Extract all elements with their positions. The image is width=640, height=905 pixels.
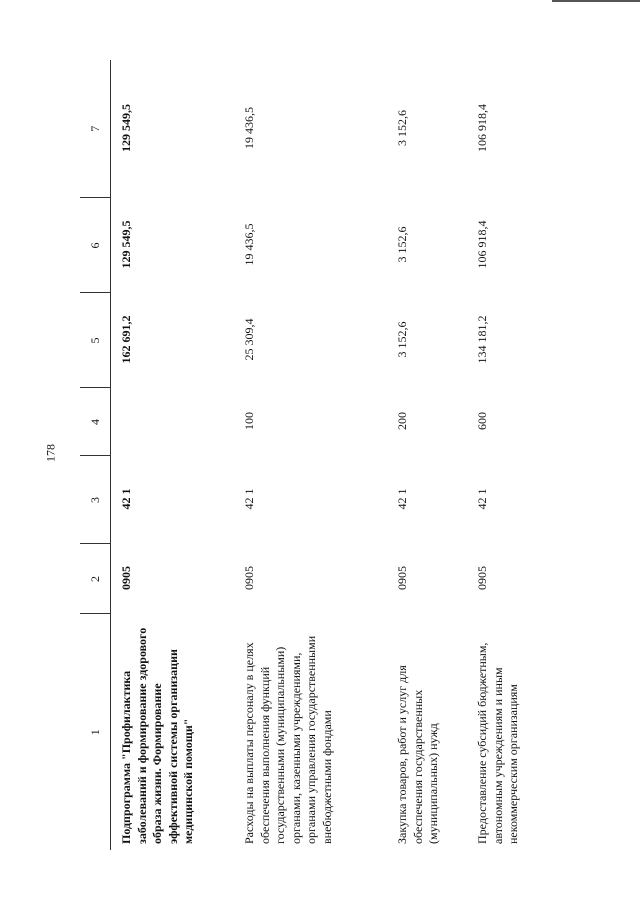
header-col-3: 3 (80, 456, 111, 544)
row-article-code: 42 1 (119, 488, 133, 510)
row-value-6: 3 152,6 (395, 226, 409, 263)
header-col-4: 4 (80, 388, 111, 456)
header-col-6: 6 (80, 198, 111, 293)
row-value-7: 19 436,5 (242, 107, 256, 149)
row-value-7: 129 549,5 (119, 104, 133, 152)
row-value-7: 3 152,6 (395, 110, 409, 146)
row-expense-type: 200 (395, 412, 409, 430)
row-section-code: 0905 (119, 566, 133, 590)
table-row (234, 60, 387, 850)
row-value-6: 129 549,5 (119, 220, 133, 269)
row-article-code: 42 1 (242, 488, 256, 510)
header-col-2: 2 (80, 544, 111, 614)
page-number: 178 (43, 444, 58, 462)
row-article-code: 42 1 (475, 488, 489, 510)
row-name: Расходы на выплаты персоналу в целях обеспечения выполнения функций государственными (муниципальными) органами, казенными учреждениями, органами управления государственными внебюджетными фондами (242, 635, 334, 844)
row-expense-type: 100 (242, 412, 256, 430)
row-name: Подпрограмма "Профилактика заболеваний и формирование здорового образа жизни. Формирование эффективной системы организации медицинской помощи" (119, 627, 195, 844)
row-expense-type (111, 388, 235, 456)
row-expense-type: 600 (475, 412, 489, 430)
document-page (80, 0, 640, 905)
header-col-7: 7 (80, 60, 111, 198)
row-value-6: 106 918,4 (475, 220, 489, 269)
budget-table-rotated (80, 60, 560, 850)
row-value-5: 3 152,6 (395, 321, 409, 358)
row-name: Закупка товаров, работ и услуг для обеспечения государственных (муниципальных) нужд (395, 665, 440, 844)
row-section-code: 0905 (475, 566, 489, 590)
row-value-7: 106 918,4 (475, 104, 489, 152)
table-row (387, 60, 467, 850)
row-section-code: 0905 (395, 566, 409, 590)
row-value-5: 162 691,2 (119, 315, 133, 364)
header-col-1: 1 (80, 614, 111, 850)
budget-table (80, 60, 565, 850)
row-value-6: 19 436,5 (242, 223, 256, 266)
row-value-5: 25 309,4 (242, 318, 256, 361)
header-row (80, 60, 111, 850)
row-article-code: 42 1 (395, 488, 409, 510)
row-name: Предоставление субсидий бюджетным, автономным учреждениям и иным некоммерческим организациям (475, 642, 520, 844)
row-value-5: 134 181,2 (475, 315, 489, 364)
table-row (467, 60, 565, 850)
table-row (111, 60, 235, 850)
row-section-code: 0905 (242, 566, 256, 590)
header-col-5: 5 (80, 293, 111, 388)
